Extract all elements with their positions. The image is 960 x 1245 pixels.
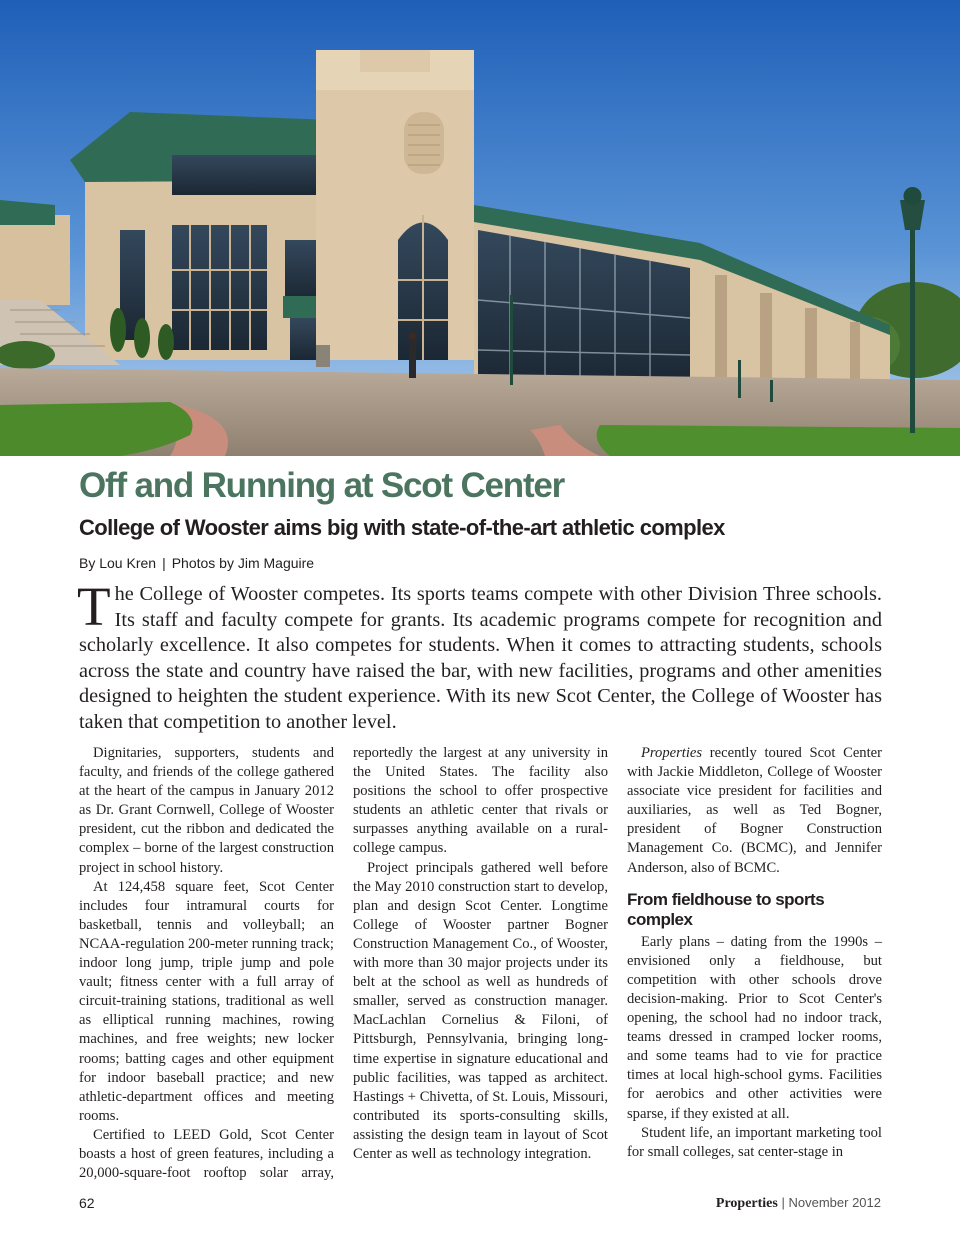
body-paragraph: At 124,458 square feet, Scot Center includes four intramural courts for basketball, tennis and volleyball; an NCAA-regulation 200-meter running track; indoor long jump, triple jump and pole vault; fitness center with a full array of circuit-training stations, traditional as well as elliptical running machines, rowing machines, and free weights; new locker rooms; batting cages and other equipment for indoor baseball practice; and new athletic-department offices and meeting rooms. — [79, 878, 334, 1124]
body-paragraph: Certified to LEED Gold, Scot Center boasts a host of green features, including a 20,000-square-foot rooftop solar array, reportedly the largest at any university in the United States. The facility also positions the school to offer prospective students an athletic center that rivals or surpasses anything available on a rural-college campus. — [79, 745, 608, 1182]
footer-separator: | — [781, 1195, 785, 1210]
body-paragraph: Student life, an important marketing tool for small colleges, sat center-stage in — [627, 1124, 882, 1160]
article-subhead: College of Wooster aims big with state-of-the-art athletic complex — [79, 515, 725, 540]
byline-author: By Lou Kren — [79, 555, 157, 571]
article-headline: Off and Running at Scot Center — [79, 466, 565, 505]
body-paragraph: Project principals gathered well before the May 2010 construction start to develop, plan and design Scot Center. Longtime College of Wooster partner Bogner Construction Management Co., of Wooster, with more than 30 major projects under its belt at the school as well as hundreds of smaller, served as construction manager. MacLachlan Cornelius & Filoni, of Pittsburgh, Pennsylvania, bringing long-time expertise in signature educational and public facilities, was tapped as architect. Hastings + Chivetta, of St. Louis, Missouri, contributed its sports-consulting skills, assisting the design team in layout of Scot Center as well as technology integration. — [353, 859, 608, 1162]
hero-photo — [0, 0, 960, 456]
footer-issue: November 2012 — [788, 1195, 881, 1210]
byline-separator: | — [162, 555, 166, 571]
scot-center-building-photo — [0, 0, 960, 456]
magazine-name-italic: Properties — [641, 745, 703, 761]
body-paragraph: Early plans – dating from the 1990s – envisioned only a fieldhouse, but competition with other schools drove decision-making. Prior to Scot Center's opening, the school had no indoor track, teams dressed in cramped locker rooms, and some teams had to vie for practice times at local high-school gyms. Facilities for aerobics and other activities were sparse, if they existed at all. — [627, 933, 882, 1122]
footer-magazine: Properties — [715, 1196, 778, 1211]
lede-paragraph — [77, 576, 882, 735]
body-paragraph-text: recently toured Scot Center with Jackie Middleton, College of Wooster associate vice president for facilities and auxiliaries, as well as Ted Bogner, president of Bogner Construction Management Co. (BCMC), and Jennifer Anderson, also of BCMC. — [627, 745, 882, 876]
body-paragraph — [627, 744, 882, 878]
body-paragraph: Dignitaries, supporters, students and faculty, and friends of the college gathered at the heart of the campus in January 2012 as Dr. Grant Cornwell, College of Wooster president, cut the ribbon and dedicated the complex – borne of the largest construction project in school history. — [79, 745, 334, 876]
byline — [79, 555, 314, 571]
page-number: 62 — [79, 1195, 95, 1211]
footer-masthead — [716, 1195, 881, 1212]
section-heading: From fieldhouse to sports complex — [627, 889, 825, 929]
lede-text: he College of Wooster competes. Its sports teams compete with other Division Three schools. Its staff and faculty compete for grants. Its academic programs compete for recognition and scholarly excellence. It also competes for students. When it comes to attracting students, schools across the state and country have raised the bar, with new facilities, programs and other amenities designed to heighten the student experience. With its new Scot Center, the College of Wooster has taken that competition to another level. — [79, 583, 882, 733]
byline-photos: Photos by Jim Maguire — [171, 555, 315, 571]
drop-cap: T — [77, 576, 111, 637]
body-columns — [79, 744, 882, 1184]
